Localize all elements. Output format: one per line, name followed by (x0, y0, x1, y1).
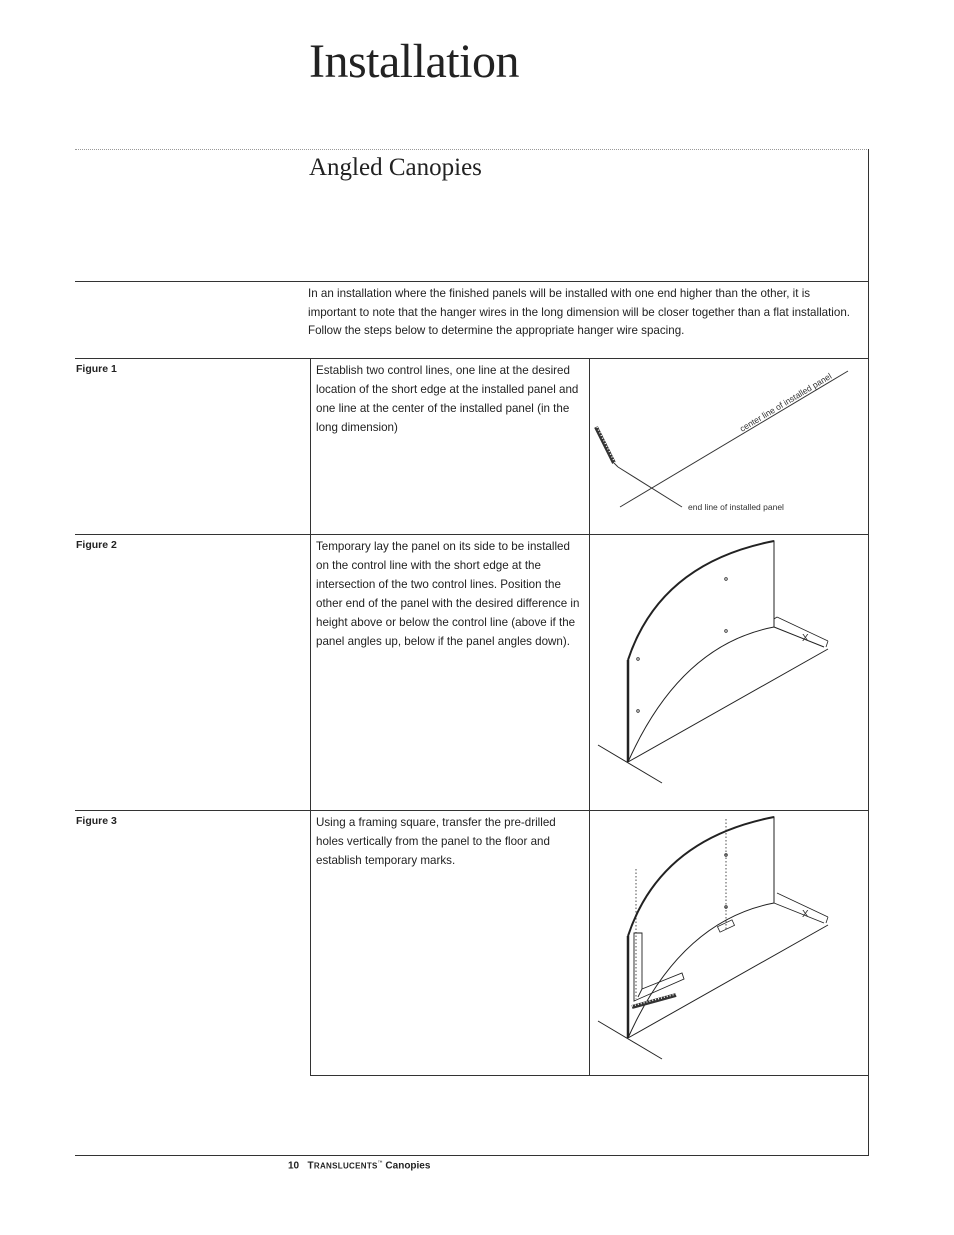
end-line-label: end line of installed panel (688, 502, 784, 512)
tape-measure-icon (596, 427, 618, 467)
section-title: Angled Canopies (309, 154, 482, 181)
center-line-label: center line of installed panel (737, 370, 834, 434)
figure-3-label: Figure 3 (76, 815, 117, 827)
framing-square-icon (634, 933, 684, 1001)
figure-1-step-text: Establish two control lines, one line at the desired location of the short edge at the installed panel and one line at the center of the installed panel (in the long dimension) (316, 364, 579, 434)
brand-name: RANSLUCENTS (313, 1161, 378, 1171)
figure-3-step-text: Using a framing square, transfer the pre-drilled holes vertically from the panel to the floor and establish temporary marks. (316, 816, 556, 867)
figure-2-step-text: Temporary lay the panel on its side to be installed on the control line with the short edge at the intersection of the two control lines. Position the other end of the panel with the desired difference in height above or below the control line (above if the panel angles up, below if the panel angles down). (316, 540, 580, 648)
table-bottom-rule (310, 1075, 869, 1076)
text-column-left-border (310, 358, 311, 1076)
figure-1-label: Figure 1 (76, 363, 117, 375)
height-difference-label: X (802, 909, 809, 920)
product-name: Canopies (385, 1160, 431, 1172)
right-margin-rule (868, 149, 869, 1156)
figure-2-label: Figure 2 (76, 539, 117, 551)
figure-3-diagram (590, 811, 868, 1075)
trademark-symbol: ™ (377, 1160, 383, 1166)
height-difference-label: X (802, 633, 809, 644)
figure-2-diagram (590, 535, 868, 810)
panel-drawing (598, 817, 828, 1059)
page-number: 10 (288, 1160, 300, 1172)
intro-divider (75, 281, 869, 282)
end-line (618, 467, 682, 507)
figure-1-diagram (590, 359, 868, 534)
panel-drawing (598, 541, 828, 783)
brand-initial: T (307, 1160, 314, 1172)
page-title: Installation (309, 35, 519, 88)
page-footer (288, 1160, 430, 1171)
center-line (620, 371, 848, 507)
footer-divider (75, 1155, 869, 1156)
header-divider (75, 149, 869, 150)
intro-paragraph: In an installation where the finished panels will be installed with one end higher than the other, it is important to note that the hanger wires in the long dimension will be closer together than a flat installation. Follow the steps below to determine the appropriate hanger wire spacing. (308, 287, 851, 337)
